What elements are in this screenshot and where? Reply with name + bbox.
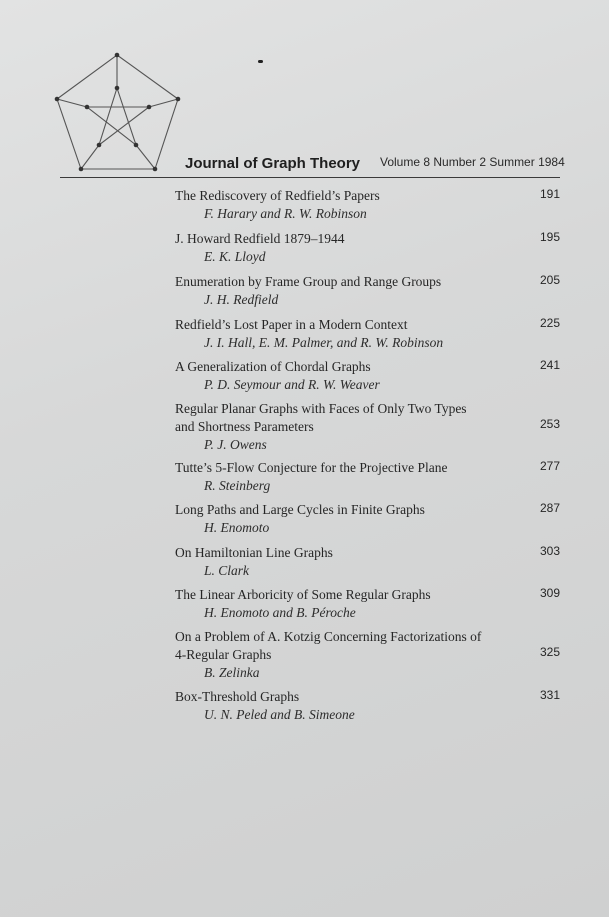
article-title: and Shortness Parameters bbox=[175, 419, 314, 434]
article-title: The Rediscovery of Redfield’s Papers bbox=[175, 188, 380, 203]
article-title: On a Problem of A. Kotzig Concerning Factorizations of bbox=[175, 629, 482, 644]
ink-speck bbox=[258, 60, 263, 63]
page-number: 195 bbox=[539, 230, 560, 244]
toc-entry bbox=[175, 316, 560, 352]
toc-entry bbox=[175, 230, 560, 266]
article-authors: H. Enomoto bbox=[204, 520, 270, 535]
page-number: 303 bbox=[539, 544, 560, 558]
toc-entry bbox=[175, 688, 560, 724]
toc-entry bbox=[175, 358, 560, 394]
article-authors: H. Enomoto and B. Péroche bbox=[204, 605, 356, 620]
page-number: 309 bbox=[539, 586, 560, 600]
toc-entry bbox=[175, 628, 560, 682]
article-title: Regular Planar Graphs with Faces of Only Two Types bbox=[175, 401, 467, 416]
header-rule bbox=[60, 177, 560, 178]
page-number: 191 bbox=[539, 187, 560, 201]
toc-entry bbox=[175, 501, 560, 537]
article-authors: B. Zelinka bbox=[204, 665, 260, 680]
petersen-graph-icon bbox=[52, 50, 184, 175]
article-authors: F. Harary and R. W. Robinson bbox=[204, 206, 367, 221]
page-number: 325 bbox=[539, 645, 560, 659]
article-title: Enumeration by Frame Group and Range Groups bbox=[175, 274, 442, 289]
toc-entry bbox=[175, 400, 560, 454]
page-number: 277 bbox=[539, 459, 560, 473]
article-authors: J. H. Redfield bbox=[204, 292, 279, 307]
page-number: 253 bbox=[539, 417, 560, 431]
article-title: On Hamiltonian Line Graphs bbox=[175, 545, 333, 560]
article-title: 4-Regular Graphs bbox=[175, 647, 272, 662]
page-number: 241 bbox=[539, 358, 560, 372]
article-title: The Linear Arboricity of Some Regular Graphs bbox=[175, 587, 431, 602]
article-title: A Generalization of Chordal Graphs bbox=[175, 359, 371, 374]
article-authors: P. D. Seymour and R. W. Weaver bbox=[204, 377, 380, 392]
toc-entry bbox=[175, 544, 560, 580]
article-authors: E. K. Lloyd bbox=[204, 249, 266, 264]
article-authors: J. I. Hall, E. M. Palmer, and R. W. Robinson bbox=[204, 335, 444, 350]
page-number: 225 bbox=[539, 316, 560, 330]
volume-info: Volume 8 Number 2 Summer 1984 bbox=[380, 155, 565, 169]
article-title: Tutte’s 5-Flow Conjecture for the Projective Plane bbox=[175, 460, 448, 475]
article-title: J. Howard Redfield 1879–1944 bbox=[175, 231, 345, 246]
article-authors: L. Clark bbox=[204, 563, 250, 578]
toc-entry bbox=[175, 586, 560, 622]
toc-entry bbox=[175, 187, 560, 223]
page-number: 331 bbox=[539, 688, 560, 702]
page-number: 287 bbox=[539, 501, 560, 515]
toc-entry bbox=[175, 459, 560, 495]
page-number: 205 bbox=[539, 273, 560, 287]
article-title: Long Paths and Large Cycles in Finite Graphs bbox=[175, 502, 425, 517]
journal-title: Journal of Graph Theory bbox=[185, 155, 361, 172]
article-title: Box-Threshold Graphs bbox=[175, 689, 300, 704]
article-authors: R. Steinberg bbox=[204, 478, 271, 493]
toc-entry bbox=[175, 273, 560, 309]
article-authors: P. J. Owens bbox=[204, 437, 267, 452]
article-authors: U. N. Peled and B. Simeone bbox=[204, 707, 355, 722]
article-title: Redfield’s Lost Paper in a Modern Context bbox=[175, 317, 408, 332]
